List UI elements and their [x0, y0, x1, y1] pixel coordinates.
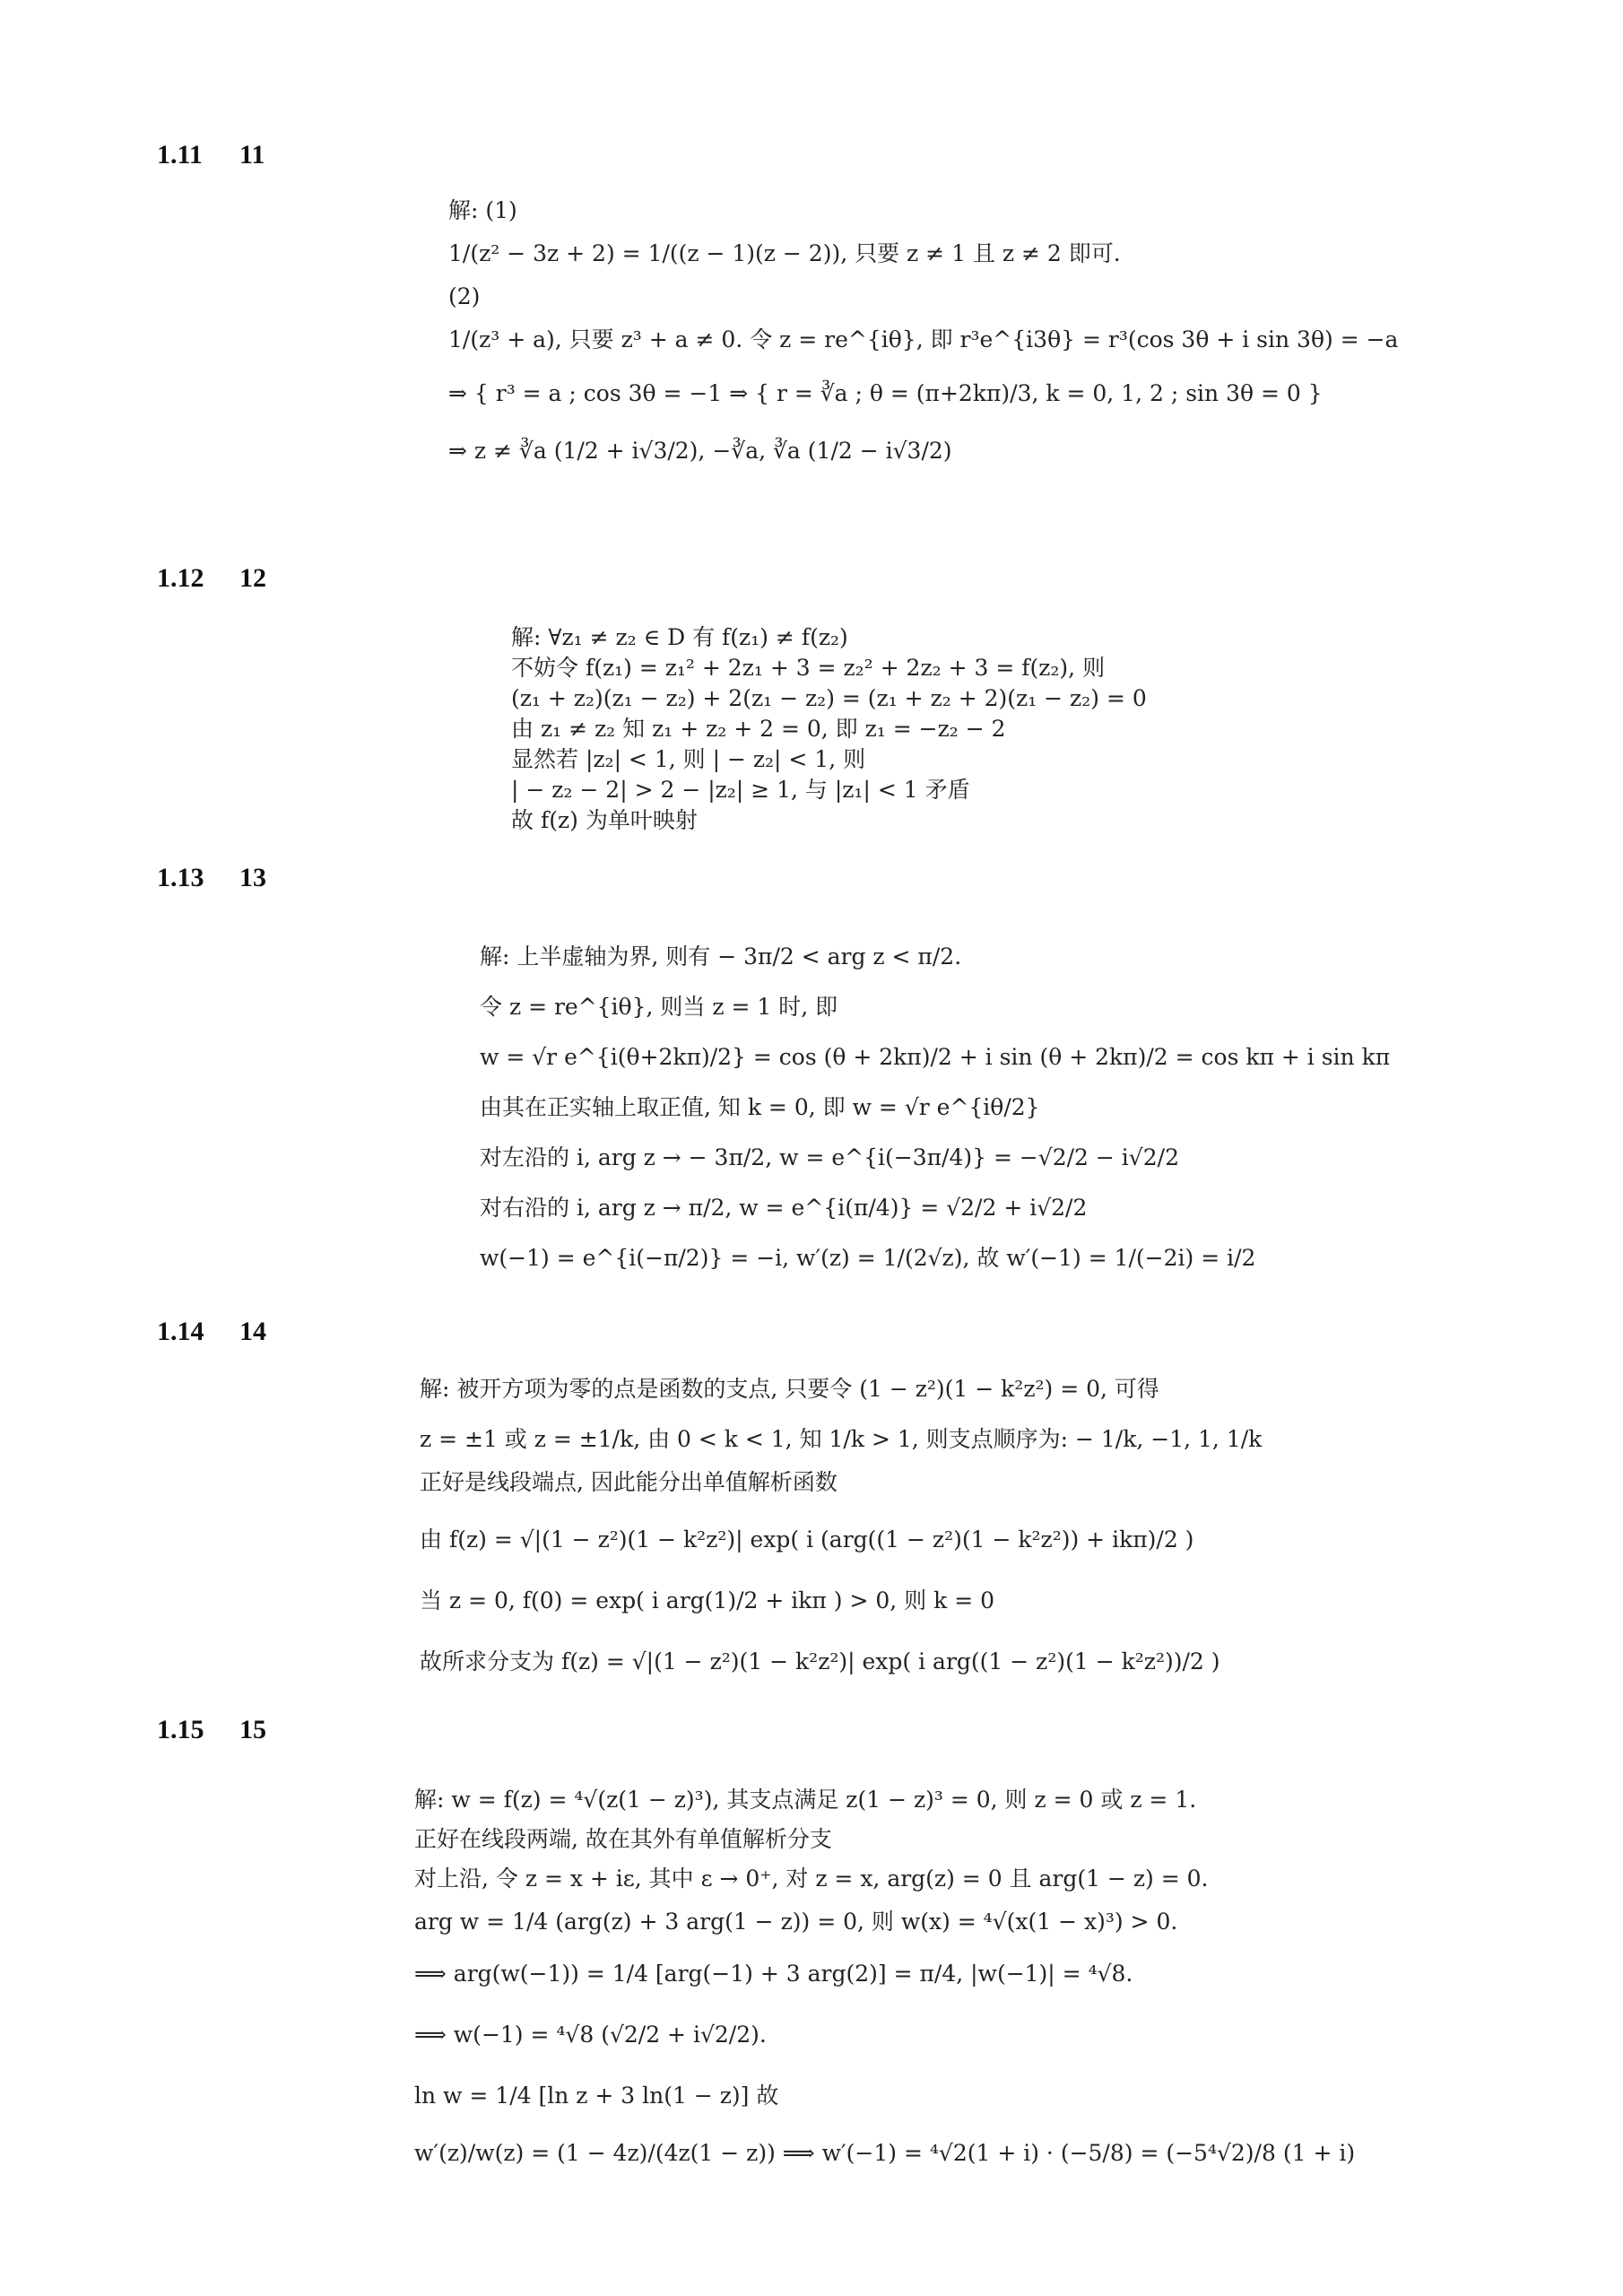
solution-line: 故所求分支为 f(z) = √|(1 − z²)(1 − k²z²)| exp( i arg((1 − z²)(1 − k²z²))/2 )	[420, 1648, 1220, 1674]
solution-line: 解: ∀z₁ ≠ z₂ ∈ D 有 f(z₁) ≠ f(z₂)	[511, 624, 848, 650]
section-heading-1-14	[157, 1317, 266, 1347]
solution-line: 对右沿的 i, arg z → π/2, w = e^{i(π/4)} = √2/2 + i√2/2	[480, 1195, 1088, 1221]
section-heading-1-11	[157, 140, 265, 170]
solution-line: w = √r e^{i(θ+2kπ)/2} = cos (θ + 2kπ)/2 + i sin (θ + 2kπ)/2 = cos kπ + i sin kπ	[480, 1044, 1391, 1070]
solution-line: 正好是线段端点, 因此能分出单值解析函数	[420, 1469, 838, 1495]
solution-block-1-12	[511, 622, 1147, 836]
section-heading-1-12	[157, 563, 266, 594]
solution-line: 当 z = 0, f(0) = exp( i arg(1)/2 + ikπ ) > 0, 则 k = 0	[420, 1587, 995, 1613]
solution-block-1-15	[414, 1785, 1355, 2169]
solution-line: (z₁ + z₂)(z₁ − z₂) + 2(z₁ − z₂) = (z₁ + z₂ + 2)(z₁ − z₂) = 0	[511, 685, 1147, 711]
section-title: 15	[239, 1715, 266, 1744]
section-number: 1.12	[157, 563, 204, 593]
solution-line: 解: (1)	[448, 197, 517, 223]
solution-line: z = ±1 或 z = ±1/k, 由 0 < k < 1, 知 1/k > 1, 则支点顺序为: − 1/k, −1, 1, 1/k	[420, 1426, 1263, 1452]
solution-block-1-13	[480, 942, 1390, 1274]
solution-line: 解: 被开方项为零的点是函数的支点, 只要令 (1 − z²)(1 − k²z²) = 0, 可得	[420, 1376, 1159, 1402]
solution-line: (2)	[448, 283, 481, 309]
solution-line: 令 z = re^{iθ}, 则当 z = 1 时, 即	[480, 994, 838, 1020]
solution-block-1-11	[448, 196, 1398, 466]
solution-line: ⟹ arg(w(−1)) = 1/4 [arg(−1) + 3 arg(2)] = π/4, |w(−1)| = ⁴√8.	[414, 1961, 1133, 1987]
section-title: 12	[239, 563, 266, 593]
section-number: 1.14	[157, 1317, 204, 1346]
solution-line: 显然若 |z₂| < 1, 则 | − z₂| < 1, 则	[511, 746, 866, 772]
solution-line: 1/(z³ + a), 只要 z³ + a ≠ 0. 令 z = re^{iθ}, 即 r³e^{i3θ} = r³(cos 3θ + i sin 3θ) = −a	[448, 326, 1399, 352]
solution-line: 对上沿, 令 z = x + iε, 其中 ε → 0⁺, 对 z = x, arg(z) = 0 且 arg(1 − z) = 0.	[414, 1866, 1209, 1892]
solution-line: w′(z)/w(z) = (1 − 4z)/(4z(1 − z)) ⟹ w′(−1) = ⁴√2(1 + i) · (−5/8) = (−5⁴√2)/8 (1 + i)	[414, 2140, 1356, 2166]
solution-line: | − z₂ − 2| > 2 − |z₂| ≥ 1, 与 |z₁| < 1 矛盾	[511, 777, 970, 803]
solution-line: ln w = 1/4 [ln z + 3 ln(1 − z)] 故	[414, 2083, 779, 2109]
solution-line: 由 z₁ ≠ z₂ 知 z₁ + z₂ + 2 = 0, 即 z₁ = −z₂ − 2	[511, 716, 1006, 742]
solution-line: 由 f(z) = √|(1 − z²)(1 − k²z²)| exp( i (arg((1 − z²)(1 − k²z²)) + ikπ)/2 )	[420, 1526, 1194, 1552]
section-heading-1-15	[157, 1715, 266, 1745]
section-title: 11	[239, 140, 265, 170]
section-title: 13	[239, 863, 266, 892]
solution-line: 正好在线段两端, 故在其外有单值解析分支	[414, 1826, 832, 1852]
section-heading-1-13	[157, 863, 266, 893]
solution-line: ⇒ z ≠ ∛a (1/2 + i√3/2), −∛a, ∛a (1/2 − i√3/2)	[448, 438, 952, 464]
solution-line: 不妨令 f(z₁) = z₁² + 2z₁ + 3 = z₂² + 2z₂ + 3 = f(z₂), 则	[511, 655, 1106, 681]
section-number: 1.11	[157, 140, 203, 170]
solution-line: 故 f(z) 为单叶映射	[511, 807, 698, 833]
solution-line: arg w = 1/4 (arg(z) + 3 arg(1 − z)) = 0, 则 w(x) = ⁴√(x(1 − x)³) > 0.	[414, 1909, 1178, 1935]
solution-line: 由其在正实轴上取正值, 知 k = 0, 即 w = √r e^{iθ/2}	[480, 1094, 1040, 1120]
section-number: 1.13	[157, 863, 204, 892]
solution-line: 解: w = f(z) = ⁴√(z(1 − z)³), 其支点满足 z(1 − z)³ = 0, 则 z = 0 或 z = 1.	[414, 1787, 1197, 1813]
solution-line: ⟹ w(−1) = ⁴√8 (√2/2 + i√2/2).	[414, 2022, 767, 2048]
solution-block-1-14	[420, 1374, 1262, 1677]
solution-line: ⇒ { r³ = a ; cos 3θ = −1 ⇒ { r = ∛a ; θ = (π+2kπ)/3, k = 0, 1, 2 ; sin 3θ = 0 }	[448, 380, 1323, 406]
section-title: 14	[239, 1317, 266, 1346]
section-number: 1.15	[157, 1715, 204, 1744]
solution-line: 解: 上半虚轴为界, 则有 − 3π/2 < arg z < π/2.	[480, 944, 962, 970]
solution-line: 对左沿的 i, arg z → − 3π/2, w = e^{i(−3π/4)} = −√2/2 − i√2/2	[480, 1144, 1179, 1170]
solution-line: 1/(z² − 3z + 2) = 1/((z − 1)(z − 2)), 只要 z ≠ 1 且 z ≠ 2 即可.	[448, 240, 1121, 266]
solution-line: w(−1) = e^{i(−π/2)} = −i, w′(z) = 1/(2√z), 故 w′(−1) = 1/(−2i) = i/2	[480, 1245, 1256, 1271]
